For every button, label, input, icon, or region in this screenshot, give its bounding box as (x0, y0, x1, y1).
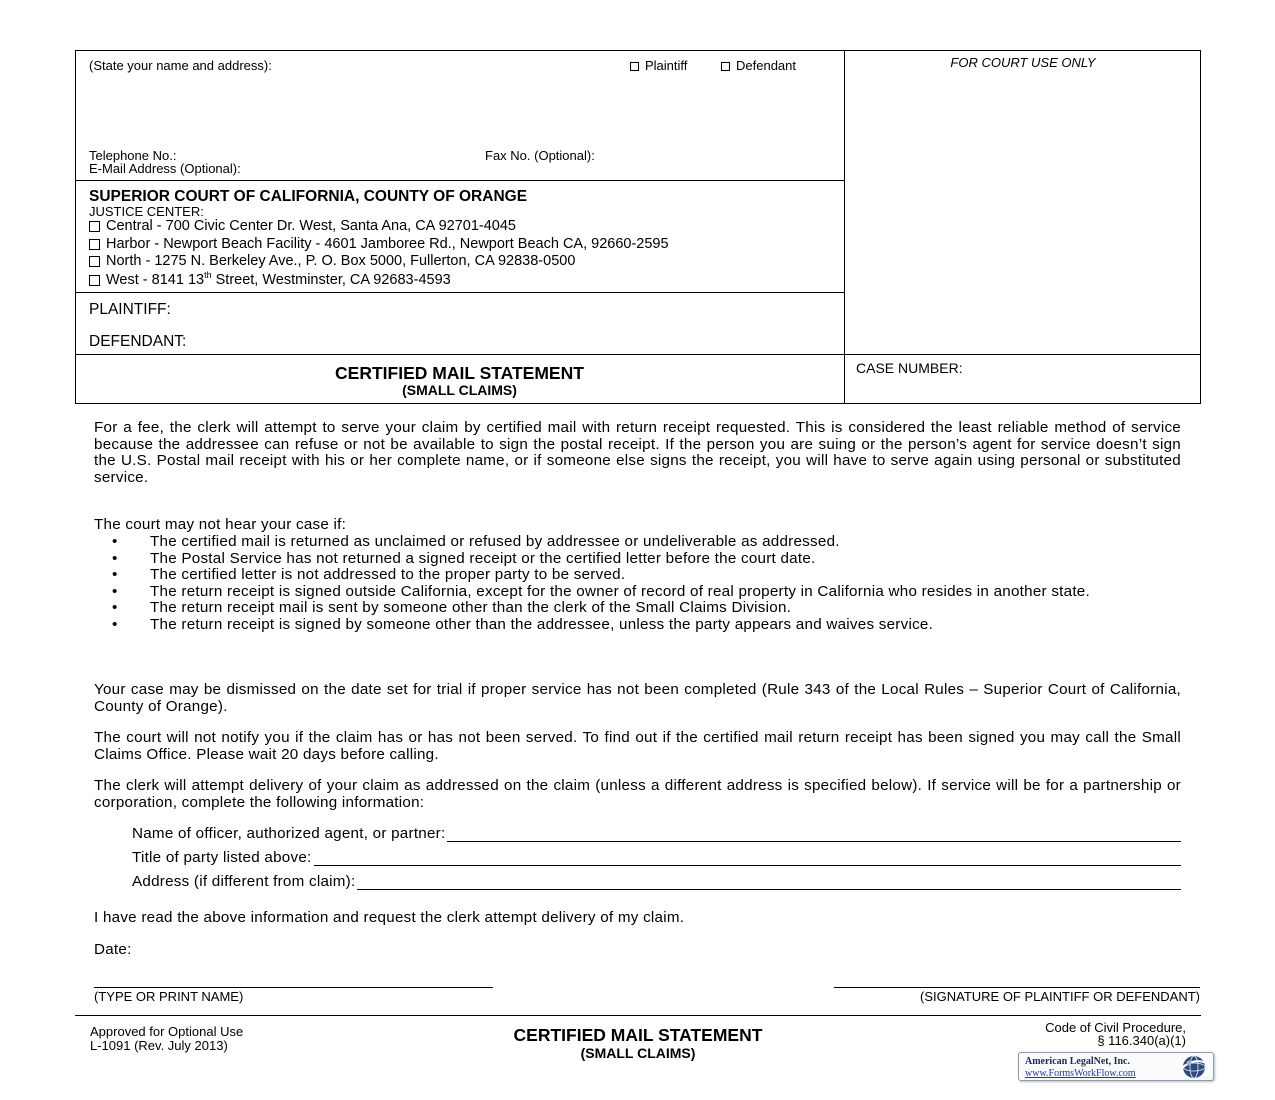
header-column-divider (844, 50, 845, 404)
american-legalnet-logo[interactable] (1018, 1052, 1214, 1081)
telephone-label: Telephone No.: (89, 148, 177, 163)
footer-title: CERTIFIED MAIL STATEMENT (513, 1025, 763, 1045)
reason-text: The return receipt is signed by someone other than the addressee, unless the party appears and waives service. (150, 615, 934, 633)
west-address-prefix: West - 8141 13 (106, 271, 205, 288)
divider-court-parties (75, 292, 844, 293)
signature-label: (SIGNATURE OF PLAINTIFF OR DEFENDANT) (920, 989, 1200, 1004)
west-checkbox[interactable] (89, 275, 100, 286)
footer-subtitle: (SMALL CLAIMS) (580, 1045, 696, 1061)
alt-address-field[interactable] (132, 873, 1181, 890)
bullet-icon: • (112, 599, 118, 616)
west-address-suffix: Street, Westminster, CA 92683-4593 (211, 271, 451, 288)
officer-name-field[interactable] (132, 825, 1181, 842)
alt-address-label: Address (if different from claim): (132, 873, 356, 890)
bullet-icon: • (112, 582, 118, 600)
officer-name-line[interactable] (447, 827, 1181, 842)
justice-center-west[interactable] (89, 270, 451, 288)
central-address: Central - 700 Civic Center Dr. West, Santa Ana, CA 92701-4045 (106, 218, 516, 234)
party-info-label: (State your name and address): (89, 58, 272, 73)
reason-text: The Postal Service has not returned a signed receipt or the certified letter before the court date. (150, 549, 816, 567)
central-checkbox[interactable] (89, 221, 100, 232)
logo-url[interactable]: www.FormsWorkFlow.com (1025, 1068, 1136, 1079)
plaintiff-checkbox-group[interactable] (630, 58, 687, 73)
harbor-checkbox[interactable] (89, 239, 100, 250)
reasons-list (94, 534, 1181, 633)
justice-center-north[interactable] (89, 253, 575, 269)
reason-text: The certified letter is not addressed to the proper party to be served. (150, 566, 626, 583)
list-item (94, 600, 1181, 617)
bullet-icon: • (112, 533, 118, 550)
defendant-caption-label: DEFENDANT: (89, 333, 187, 350)
party-title-label: Title of party listed above: (132, 849, 312, 866)
list-item (94, 551, 1181, 568)
email-label: E-Mail Address (Optional): (89, 161, 241, 176)
approved-label: Approved for Optional Use (90, 1024, 244, 1039)
globe-icon (1177, 1054, 1211, 1080)
list-item (94, 584, 1181, 601)
signature-line[interactable] (834, 987, 1200, 988)
logo-company-name: American LegalNet, Inc. (1025, 1056, 1130, 1067)
fax-label: Fax No. (Optional): (485, 148, 595, 163)
intro-paragraph: For a fee, the clerk will attempt to serve your claim by certified mail with return receipt requested. This is considered the least reliable method of service because the addressee can refuse or not be available to sign the postal receipt. If the person you are suing or the person’s agent for service doesn’t sign the U.S. Postal mail receipt with his or her complete name, or if someone else signs the receipt, you will have to serve again using personal or substituted service. (94, 419, 1181, 486)
code-section: § 116.340(a)(1) (1097, 1033, 1186, 1048)
divider-title-row (75, 354, 1201, 355)
court-name: SUPERIOR COURT OF CALIFORNIA, COUNTY OF ORANGE (89, 188, 528, 205)
court-use-label: FOR COURT USE ONLY (950, 55, 1096, 70)
plaintiff-checkbox[interactable] (630, 62, 639, 71)
form-subtitle: (SMALL CLAIMS) (402, 382, 517, 398)
print-name-label: (TYPE OR PRINT NAME) (94, 989, 244, 1004)
case-number-label: CASE NUMBER: (856, 360, 963, 376)
harbor-address: Harbor - Newport Beach Facility - 4601 Jamboree Rd., Newport Beach CA, 92660-2595 (106, 236, 669, 252)
code-reference: Code of Civil Procedure, (1045, 1020, 1186, 1035)
list-item (94, 617, 1181, 634)
form-number: L-1091 (Rev. July 2013) (90, 1038, 228, 1053)
footer-divider (75, 1015, 1201, 1016)
west-address-sup: th (204, 270, 212, 280)
dismissed-paragraph: Your case may be dismissed on the date set for trial if proper service has not been completed (Rule 343 of the Local Rules – Superior Court of California, County of Orange). (94, 681, 1181, 715)
alt-address-line[interactable] (357, 875, 1181, 890)
reason-text: The return receipt is signed outside California, except for the owner of record of real property in California who resides in another state. (150, 582, 1090, 600)
justice-center-label: JUSTICE CENTER: (89, 204, 204, 219)
bullet-icon: • (112, 549, 118, 567)
list-item (94, 567, 1181, 584)
bullet-icon: • (112, 566, 118, 583)
reason-text: The return receipt mail is sent by someone other than the clerk of the Small Claims Division. (150, 599, 792, 616)
notify-paragraph: The court will not notify you if the claim has or has not been served. To find out if the certified mail return receipt has been signed you may call the Small Claims Office. Please wait 20 days before calling. (94, 729, 1181, 763)
party-title-line[interactable] (314, 851, 1182, 866)
bullet-icon: • (112, 615, 118, 633)
party-title-field[interactable] (132, 849, 1181, 866)
north-address: North - 1275 N. Berkeley Ave., P. O. Box 5000, Fullerton, CA 92838-0500 (106, 253, 576, 269)
defendant-checkbox-group[interactable] (721, 58, 796, 73)
divider-party-court (75, 180, 844, 181)
defendant-checkbox-label: Defendant (736, 58, 796, 73)
defendant-checkbox[interactable] (721, 62, 730, 71)
plaintiff-checkbox-label: Plaintiff (645, 58, 688, 73)
justice-center-harbor[interactable] (89, 236, 669, 252)
delivery-paragraph: The clerk will attempt delivery of your claim as addressed on the claim (unless a different address is specified below). If service will be for a partnership or corporation, complete the following information: (94, 777, 1181, 811)
north-checkbox[interactable] (89, 256, 100, 267)
plaintiff-caption-label: PLAINTIFF: (89, 301, 171, 318)
officer-name-label: Name of officer, authorized agent, or partner: (132, 825, 446, 842)
acknowledge-statement: I have read the above information and request the clerk attempt delivery of my claim. (94, 909, 685, 926)
may-not-hear-heading: The court may not hear your case if: (94, 516, 347, 533)
date-label: Date: (94, 941, 132, 958)
form-title: CERTIFIED MAIL STATEMENT (335, 363, 584, 383)
list-item (94, 534, 1181, 551)
justice-center-central[interactable] (89, 218, 516, 234)
reason-text: The certified mail is returned as unclaimed or refused by addressee or undeliverable as addressed. (150, 533, 840, 550)
print-name-line[interactable] (94, 987, 493, 988)
